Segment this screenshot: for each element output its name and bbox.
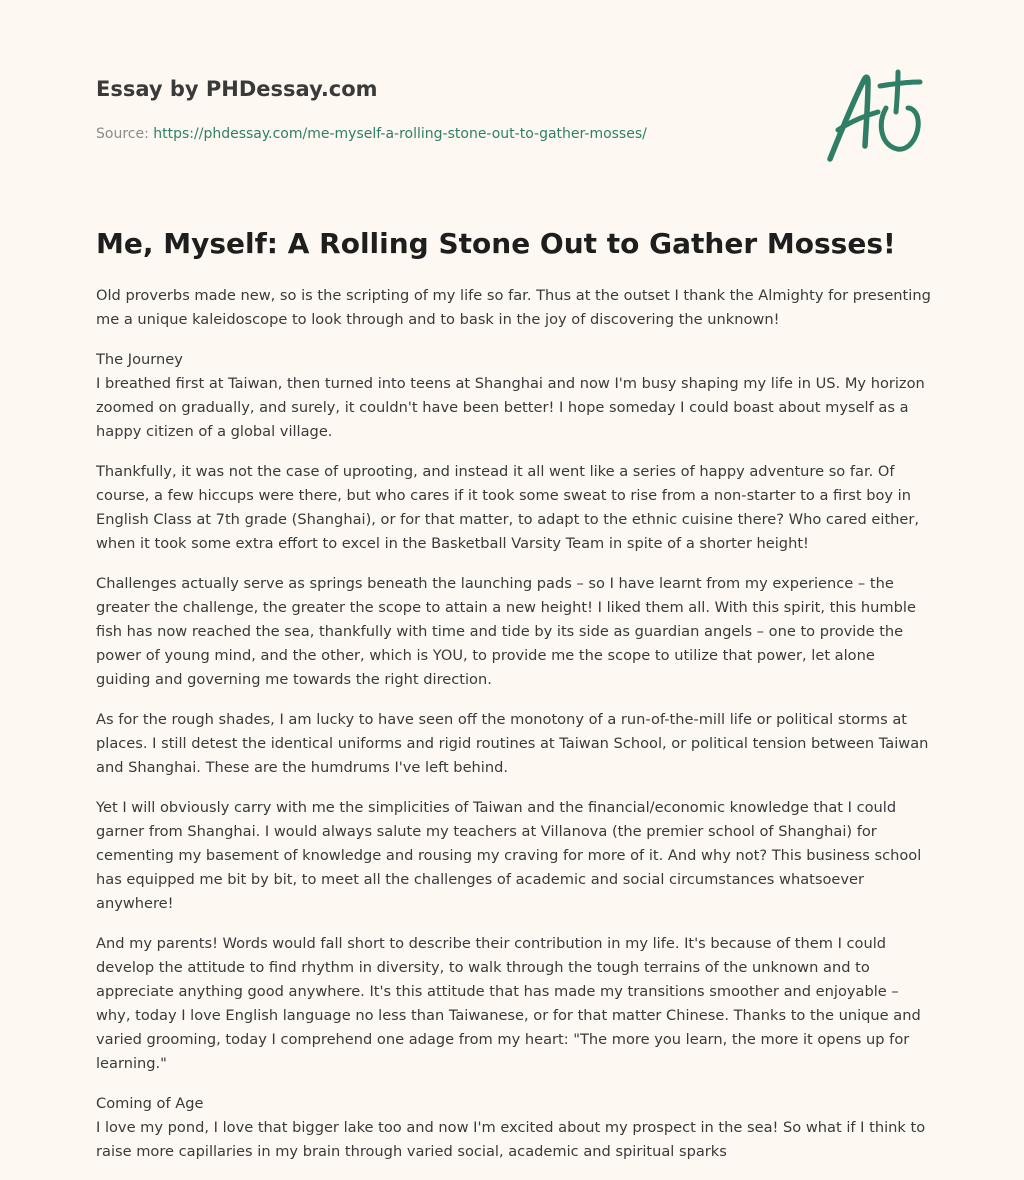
essay-paragraph: I breathed first at Taiwan, then turned into teens at Shanghai and now I'm busy shaping my life in US. My horizon zoomed on gradually, and surely, it couldn't have been better! I hope someday I could boast about myself as a happy citizen of a global village. [96, 375, 925, 440]
essay-section-journey [96, 348, 932, 444]
essay-paragraph: I love my pond, I love that bigger lake too and now I'm excited about my prospect in the sea! So what if I think to raise more capillaries in my brain through varied social, academic and spiritual sparks [96, 1119, 926, 1160]
essay-section-coming-of-age [96, 1092, 932, 1164]
section-heading-journey: The Journey [96, 351, 183, 368]
essay-title: Me, Myself: A Rolling Stone Out to Gather Mosses! [96, 227, 896, 260]
essay-paragraph: Thankfully, it was not the case of uprooting, and instead it all went like a series of happy adventure so far. Of course, a few hiccups were there, but who cares if it took some sweat to rise from a non-starter to a first boy in English Class at 7th grade (Shanghai), or for that matter, to adapt to the ethnic cuisine there? Who cared either, when it took some extra effort to excel in the Basketball Varsity Team in spite of a shorter height! [96, 463, 920, 552]
source-line [96, 124, 796, 144]
section-heading-coming-of-age: Coming of Age [96, 1095, 204, 1112]
essay-paragraph: Yet I will obviously carry with me the simplicities of Taiwan and the financial/economic knowledge that I could garner from Shanghai. I would always salute my teachers at Villanova (the premier school of Shanghai) for cementing my basement of knowledge and rousing my craving for more of it. And why not? This business school has equipped me bit by bit, to meet all the challenges of academic and social circumstances whatsoever anywhere! [96, 799, 922, 912]
source-label: Source: [96, 126, 154, 142]
a-plus-logo-icon [820, 64, 930, 168]
brand-title: Essay by PHDessay.com [96, 77, 378, 101]
essay-paragraph: Challenges actually serve as springs beneath the launching pads – so I have learnt from my experience – the greater the challenge, the greater the scope to attain a new height! I liked them all. With this spirit, this humble fish has now reached the sea, thankfully with time and tide by its side as guardian angels – one to provide the power of young mind, and the other, which is YOU, to provide me the scope to utilize that power, let alone guiding and governing me towards the right direction. [96, 575, 916, 688]
source-link[interactable]: https://phdessay.com/me-myself-a-rolling-stone-out-to-gather-mosses/ [153, 126, 647, 142]
essay-header [96, 74, 796, 144]
essay-body [96, 284, 932, 1180]
essay-paragraph: Old proverbs made new, so is the scripting of my life so far. Thus at the outset I thank the Almighty for presenting me a unique kaleidoscope to look through and to bask in the joy of discovering the unknown! [96, 287, 931, 328]
essay-paragraph: And my parents! Words would fall short to describe their contribution in my life. It's because of them I could develop the attitude to find rhythm in diversity, to walk through the tough terrains of the unknown and to appreciate anything good anywhere. It's this attitude that has made my transitions smoother and enjoyable – why, today I love English language no less than Taiwanese, or for that matter Chinese. Thanks to the unique and varied grooming, today I comprehend one adage from my heart: "The more you learn, the more it opens up for learning." [96, 935, 921, 1072]
essay-paragraph: As for the rough shades, I am lucky to have seen off the monotony of a run-of-the-mill life or political storms at places. I still detest the identical uniforms and rigid routines at Taiwan School, or political tension between Taiwan and Shanghai. These are the humdrums I've left behind. [96, 711, 929, 776]
